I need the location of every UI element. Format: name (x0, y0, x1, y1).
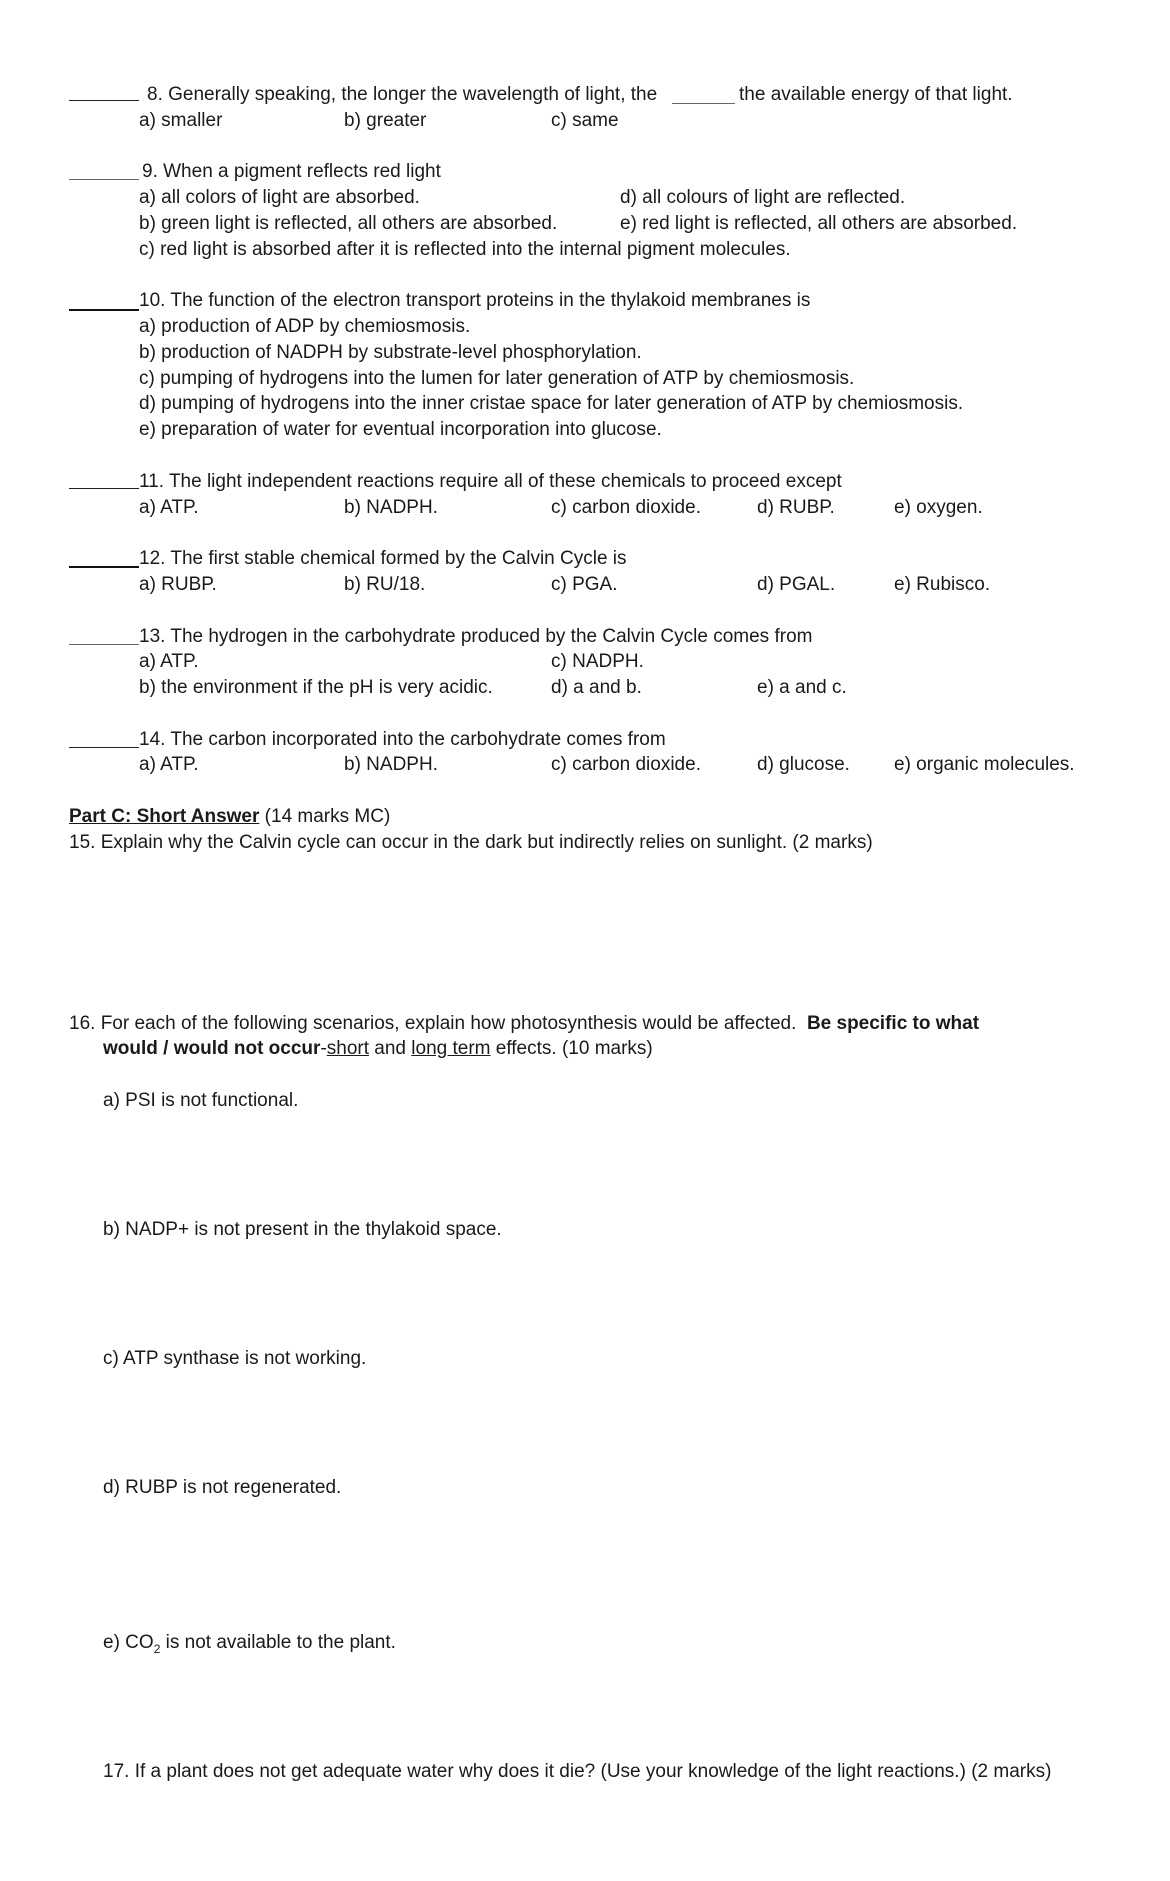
q11-option-e[interactable]: e) oxygen. (894, 497, 983, 518)
q8-stem-end: the available energy of that light. (739, 84, 1013, 105)
q11-option-b[interactable]: b) NADPH. (344, 497, 438, 518)
q16-short: short (326, 1038, 370, 1059)
answer-blank-q10[interactable] (69, 309, 139, 311)
q11-stem: 11. The light independent reactions require all of these chemicals to proceed except (139, 471, 842, 492)
q10-option-b[interactable]: b) production of NADPH by substrate-level phosphorylation. (139, 342, 642, 363)
q10-option-e[interactable]: e) preparation of water for eventual incorporation into glucose. (139, 419, 662, 440)
q16-prompt-line2 (103, 1038, 653, 1060)
answer-blank-q11[interactable] (69, 488, 139, 489)
q8-option-c[interactable]: c) same (551, 110, 619, 131)
q8-stem: 8. Generally speaking, the longer the wavelength of light, the (147, 84, 658, 105)
q12-option-b[interactable]: b) RU/18. (344, 574, 426, 595)
q16-e-subscript: 2 (153, 1641, 161, 1656)
q9-option-c[interactable]: c) red light is absorbed after it is reflected into the internal pigment molecules. (139, 239, 791, 260)
q16-scenario-d: d) RUBP is not regenerated. (103, 1477, 342, 1498)
q14-stem: 14. The carbon incorporated into the carbohydrate comes from (139, 729, 666, 750)
q16-and: and (369, 1038, 412, 1059)
q13-option-e[interactable]: e) a and c. (757, 677, 847, 698)
q8-inline-blank[interactable] (672, 103, 735, 104)
q10-stem: 10. The function of the electron transport proteins in the thylakoid membranes is (139, 290, 811, 311)
q16-e-prefix: e) CO (103, 1632, 154, 1653)
q16-e-suffix: is not available to the plant. (160, 1632, 396, 1653)
answer-blank-q14[interactable] (69, 747, 139, 748)
q12-option-c[interactable]: c) PGA. (551, 574, 618, 595)
q11-option-d[interactable]: d) RUBP. (757, 497, 835, 518)
q10-option-c[interactable]: c) pumping of hydrogens into the lumen for later generation of ATP by chemiosmosis. (139, 368, 855, 389)
q16-bold-part2: would / would not occur (103, 1038, 321, 1059)
answer-blank-q9[interactable] (69, 179, 139, 180)
q8-option-a[interactable]: a) smaller (139, 110, 223, 131)
q16-bold-part1: Be specific to what (806, 1013, 980, 1034)
q13-option-d[interactable]: d) a and b. (551, 677, 642, 698)
q14-option-e[interactable]: e) organic molecules. (894, 754, 1075, 775)
q8-option-b[interactable]: b) greater (344, 110, 427, 131)
q9-stem: 9. When a pigment reflects red light (142, 161, 441, 182)
q16-scenario-e (103, 1632, 396, 1654)
q14-option-a[interactable]: a) ATP. (139, 754, 199, 775)
q16-tail: effects. (10 marks) (490, 1038, 653, 1059)
answer-blank-q13[interactable] (69, 644, 139, 645)
q16-long-term: long term (411, 1038, 491, 1059)
q10-option-a[interactable]: a) production of ADP by chemiosmosis. (139, 316, 471, 337)
q10-option-d[interactable]: d) pumping of hydrogens into the inner cristae space for later generation of ATP by chemiosmosis. (139, 393, 964, 414)
q14-option-d[interactable]: d) glucose. (757, 754, 850, 775)
q16-prompt-line1 (69, 1013, 979, 1035)
q9-option-b[interactable]: b) green light is reflected, all others are absorbed. (139, 213, 558, 234)
q16-dash: - (320, 1038, 327, 1059)
part-c-heading-line (69, 806, 390, 828)
answer-blank-q8[interactable] (69, 100, 139, 101)
q16-scenario-c: c) ATP synthase is not working. (103, 1348, 367, 1369)
q12-stem: 12. The first stable chemical formed by the Calvin Cycle is (139, 548, 627, 569)
q16-scenario-b: b) NADP+ is not present in the thylakoid space. (103, 1219, 502, 1240)
part-c-marks: (14 marks MC) (259, 806, 391, 827)
q16-intro: 16. For each of the following scenarios, explain how photosynthesis would be affected. (69, 1013, 797, 1034)
answer-blank-q12[interactable] (69, 566, 139, 568)
q12-option-d[interactable]: d) PGAL. (757, 574, 836, 595)
q9-option-d[interactable]: d) all colours of light are reflected. (620, 187, 906, 208)
q13-stem: 13. The hydrogen in the carbohydrate produced by the Calvin Cycle comes from (139, 626, 813, 647)
q13-option-b[interactable]: b) the environment if the pH is very acidic. (139, 677, 493, 698)
part-c-heading: Part C: Short Answer (69, 806, 260, 827)
q14-option-c[interactable]: c) carbon dioxide. (551, 754, 701, 775)
q12-option-a[interactable]: a) RUBP. (139, 574, 217, 595)
q13-option-a[interactable]: a) ATP. (139, 651, 199, 672)
q15-prompt: 15. Explain why the Calvin cycle can occur in the dark but indirectly relies on sunlight. (2 marks) (69, 832, 873, 853)
q16-scenario-a: a) PSI is not functional. (103, 1090, 299, 1111)
q12-option-e[interactable]: e) Rubisco. (894, 574, 991, 595)
q11-option-a[interactable]: a) ATP. (139, 497, 199, 518)
q9-option-e[interactable]: e) red light is reflected, all others are absorbed. (620, 213, 1018, 234)
q17-prompt: 17. If a plant does not get adequate water why does it die? (Use your knowledge of the light reactions.) (2 marks) (103, 1761, 1052, 1782)
q14-option-b[interactable]: b) NADPH. (344, 754, 438, 775)
q9-option-a[interactable]: a) all colors of light are absorbed. (139, 187, 420, 208)
q13-option-c[interactable]: c) NADPH. (551, 651, 644, 672)
q11-option-c[interactable]: c) carbon dioxide. (551, 497, 701, 518)
